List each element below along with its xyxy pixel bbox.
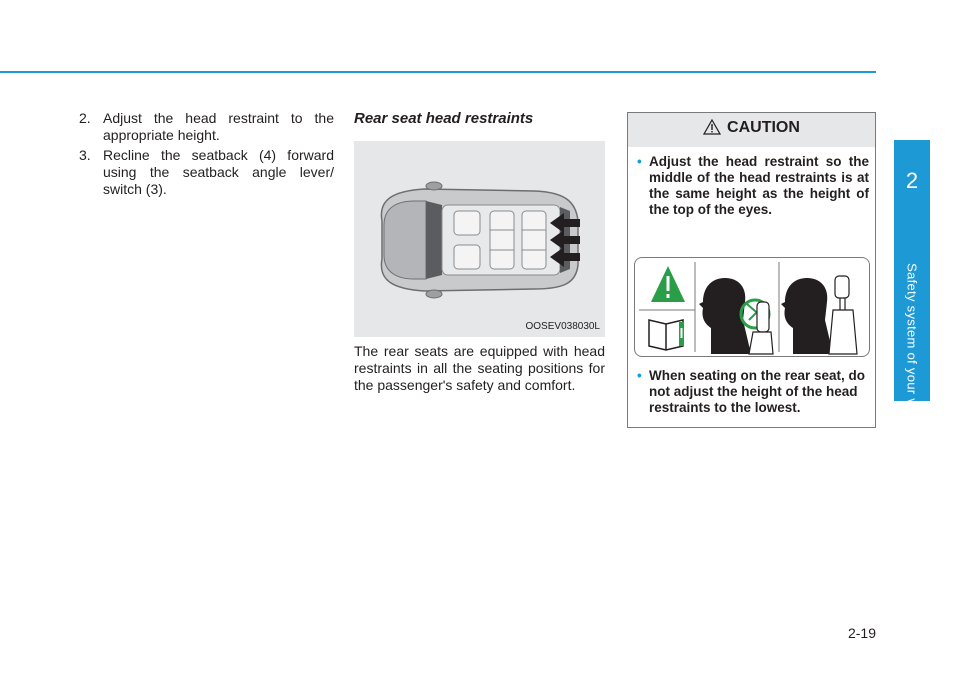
head-restraint-illustration <box>634 257 870 357</box>
caution-header <box>628 113 875 147</box>
step-item <box>79 110 334 144</box>
caution-box <box>627 112 876 428</box>
figure-code: OOSEV038030L <box>525 321 600 332</box>
car-top-view-illustration <box>354 141 605 337</box>
step-text: Recline the seatback (4) forward using the seatback angle lever/ switch (3). <box>103 147 334 197</box>
bullet-icon: • <box>637 368 642 383</box>
bullet-icon: • <box>637 154 642 169</box>
instruction-steps <box>79 110 334 201</box>
page-number: 2-19 <box>847 625 876 641</box>
section-body-text: The rear seats are equipped with head restraints in all the seating positions for the passenger's safety and comfort. <box>354 343 605 393</box>
caution-title-row <box>628 119 875 137</box>
caution-title: CAUTION <box>727 119 800 136</box>
rear-seat-figure <box>354 141 605 337</box>
caution-item <box>637 154 869 218</box>
manual-book-icon <box>649 320 684 350</box>
section-heading: Rear seat head restraints <box>354 110 534 127</box>
caution-item-text: When seating on the rear seat, do not adjust the height of the head restraints to the lowest. <box>649 368 866 415</box>
step-text: Adjust the head restraint to the appropriate height. <box>103 110 334 143</box>
chapter-number: 2 <box>905 168 919 193</box>
head-restraint-diagram <box>635 258 869 356</box>
header-rule <box>0 71 876 73</box>
step-number: 3. <box>79 147 91 163</box>
caution-item <box>637 368 869 416</box>
step-item <box>79 147 334 198</box>
chapter-side-tab[interactable] <box>894 140 930 441</box>
warning-triangle-icon <box>703 119 721 135</box>
chapter-title: Safety system of your vehicle <box>904 263 920 441</box>
warning-icon <box>651 266 685 302</box>
caution-item-text: Adjust the head restraint so the middle of the head restraints is at the same height as the height of the top of the eyes. <box>649 154 869 217</box>
step-number: 2. <box>79 110 91 126</box>
